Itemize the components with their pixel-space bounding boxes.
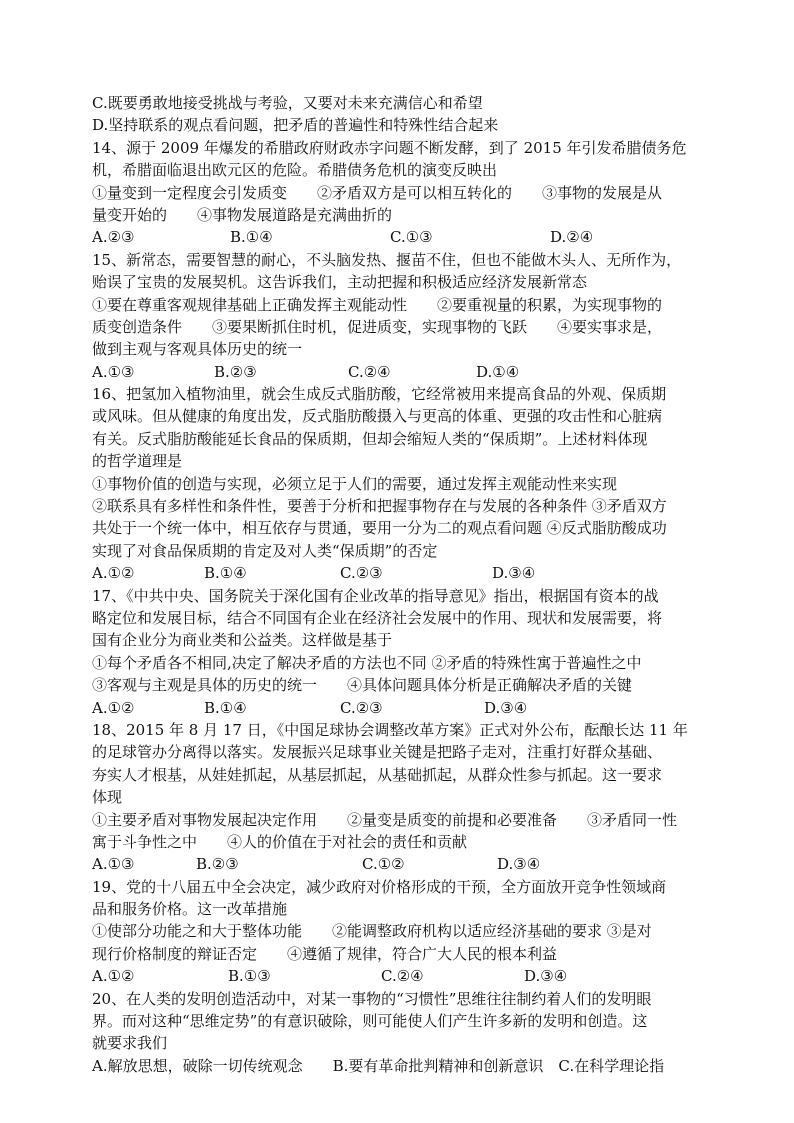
text-line: 16、把氢加入植物油里，就会生成反式脂肪酸，它经常被用来提高食品的外观、保质期 xyxy=(92,385,667,404)
text-line: 量变开始的 ④事物发展道路是充满曲折的 xyxy=(92,205,393,224)
answer-option: D.③④ xyxy=(524,967,568,986)
answer-option: A.①② xyxy=(92,564,135,583)
text-line: 或风味。但从健康的角度出发，反式脂肪酸摄入与更高的体重、更强的攻击性和心脏病 xyxy=(92,407,663,426)
text-line: 界。而对这种“思维定势”的有意识破除，则可能使人们产生许多新的发明和创造。这 xyxy=(92,1012,648,1031)
answer-option: B.①③ xyxy=(228,967,271,986)
text-line: 共处于一个统一体中，相互依存与贯通，要用一分为二的观点看问题 ④反式脂肪酸成功 xyxy=(92,519,667,538)
answer-options-row xyxy=(92,361,712,383)
text-line: 寓于斗争性之中 ④人的价值在于对社会的责任和贡献 xyxy=(92,832,468,851)
answer-option: B.①④ xyxy=(204,564,247,583)
text-line: 19、党的十八届五中全会决定，减少政府对价格形成的干预，全方面放开竞争性领域商 xyxy=(92,877,667,896)
text-line: 17、《中共中央、国务院关于深化国有企业改革的指导意见》指出，根据国有资本的战 xyxy=(92,586,659,605)
answer-option: B.①④ xyxy=(204,698,247,717)
text-line: ①量变到一定程度会引发质变 ②矛盾双方是可以相互转化的 ③事物的发展是从 xyxy=(92,183,663,202)
text-line: 夯实人才根基，从娃娃抓起，从基层抓起，从基础抓起，从群众性参与抓起。这一要求 xyxy=(92,765,663,784)
answer-option: B.②③ xyxy=(214,362,257,381)
text-line: ①主要矛盾对事物发展起决定作用 ②量变是质变的前提和必要准备 ③矛盾同一性 xyxy=(92,810,678,829)
answer-option: C.①② xyxy=(362,855,405,874)
answer-option: D.③④ xyxy=(492,564,536,583)
text-line: 实现了对食品保质期的肯定及对人类“保质期”的否定 xyxy=(92,541,438,560)
answer-option: A.②③ xyxy=(92,228,135,247)
text-line: ①使部分功能之和大于整体功能 ②能调整政府机构以适应经济基础的要求 ③是对 xyxy=(92,922,652,941)
answer-options-row xyxy=(92,853,712,875)
text-line: ①每个矛盾各不相同,决定了解决矛盾的方法也不同 ②矛盾的特殊性寓于普遍性之中 xyxy=(92,653,642,672)
text-line: A.解放思想，破除一切传统观念 B.要有革命批判精神和创新意识 C.在科学理论指 xyxy=(92,1056,665,1075)
answer-options-row xyxy=(92,697,712,719)
answer-option: C.②③ xyxy=(340,698,383,717)
text-line: 体现 xyxy=(92,788,123,807)
answer-options-row xyxy=(92,226,712,248)
answer-option: D.③④ xyxy=(497,855,541,874)
text-line: 18、2015 年 8 月 17 日，《中国足球协会调整改革方案》正式对外公布，酝酿长达 11 年 xyxy=(92,720,688,739)
answer-option: A.①③ xyxy=(92,855,135,874)
text-line: 20、在人类的发明创造活动中，对某一事物的“习惯性”思维往往制约着人们的发明眼 xyxy=(92,989,652,1008)
answer-option: A.①② xyxy=(92,698,135,717)
text-line: 国有企业分为商业类和公益类。这样做是基于 xyxy=(92,631,393,650)
text-line: 有关。反式脂肪酸能延长食品的保质期，但却会缩短人类的“保质期”。上述材料体现 xyxy=(92,429,648,448)
text-line: 品和服务价格。这一改革措施 xyxy=(92,900,288,919)
text-line: 15、新常态，需要智慧的耐心，不头脑发热、揠苗不住，但也不能做木头人、无所作为， xyxy=(92,250,682,269)
text-line: 的足球管办分离得以落实。发展振兴足球事业关键是把路子走对，注重打好群众基础、 xyxy=(92,743,663,762)
text-line: 机，希腊面临退出欧元区的危险。希腊债务危机的演变反映出 xyxy=(92,161,498,180)
answer-option: A.①② xyxy=(92,967,135,986)
answer-option: D.①④ xyxy=(476,362,520,381)
text-line: ③客观与主观是具体的历史的统一 ④具体问题具体分析是正确解决矛盾的关键 xyxy=(92,676,633,695)
text-line: ②联系具有多样性和条件性，要善于分析和把握事物存在与发展的各种条件 ③矛盾双方 xyxy=(92,497,667,516)
text-line: 做到主观与客观具体历史的统一 xyxy=(92,340,303,359)
answer-option: C.②④ xyxy=(348,362,391,381)
answer-option: A.①③ xyxy=(92,362,135,381)
text-line: C.既要勇敢地接受挑战与考验，又要对未来充满信心和希望 xyxy=(92,94,483,112)
text-line: ①事物价值的创造与实现，必须立足于人们的需要，通过发挥主观能动性来实现 xyxy=(92,474,618,493)
answer-option: C.②④ xyxy=(381,967,424,986)
answer-option: D.③④ xyxy=(484,698,528,717)
answer-option: B.①④ xyxy=(230,228,273,247)
answer-options-row xyxy=(92,965,712,987)
answer-option: C.②③ xyxy=(340,564,383,583)
text-line: 略定位和发展目标，结合不同国有企业在经济社会发展中的作用、现状和发展需要，将 xyxy=(92,608,663,627)
answer-options-row xyxy=(92,562,712,584)
text-line: 14、源于 2009 年爆发的希腊政府财政赤字问题不断发酵，到了 2015 年引发希腊债务危 xyxy=(92,138,687,157)
answer-option: B.②③ xyxy=(196,855,239,874)
text-line: 的哲学道理是 xyxy=(92,452,183,471)
text-line: ①要在尊重客观规律基础上正确发挥主观能动性 ②要重视量的积累，为实现事物的 xyxy=(92,295,663,314)
answer-option: C.①③ xyxy=(390,228,433,247)
text-line: 就要求我们 xyxy=(92,1034,168,1053)
text-line: 质变创造条件 ③要果断抓住时机，促进质变，实现事物的飞跃 ④要实事求是， xyxy=(92,317,663,336)
document-page xyxy=(92,92,712,1077)
answer-option: D.②④ xyxy=(550,228,594,247)
text-line: 贻误了宝贵的发展契机。这告诉我们，主动把握和积极适应经济发展新常态 xyxy=(92,273,588,292)
text-line: 现行价格制度的辩证否定 ④遵循了规律，符合广大人民的根本利益 xyxy=(92,944,558,963)
text-line: D.坚持联系的观点看问题，把矛盾的普遍性和特殊性结合起来 xyxy=(92,116,499,135)
